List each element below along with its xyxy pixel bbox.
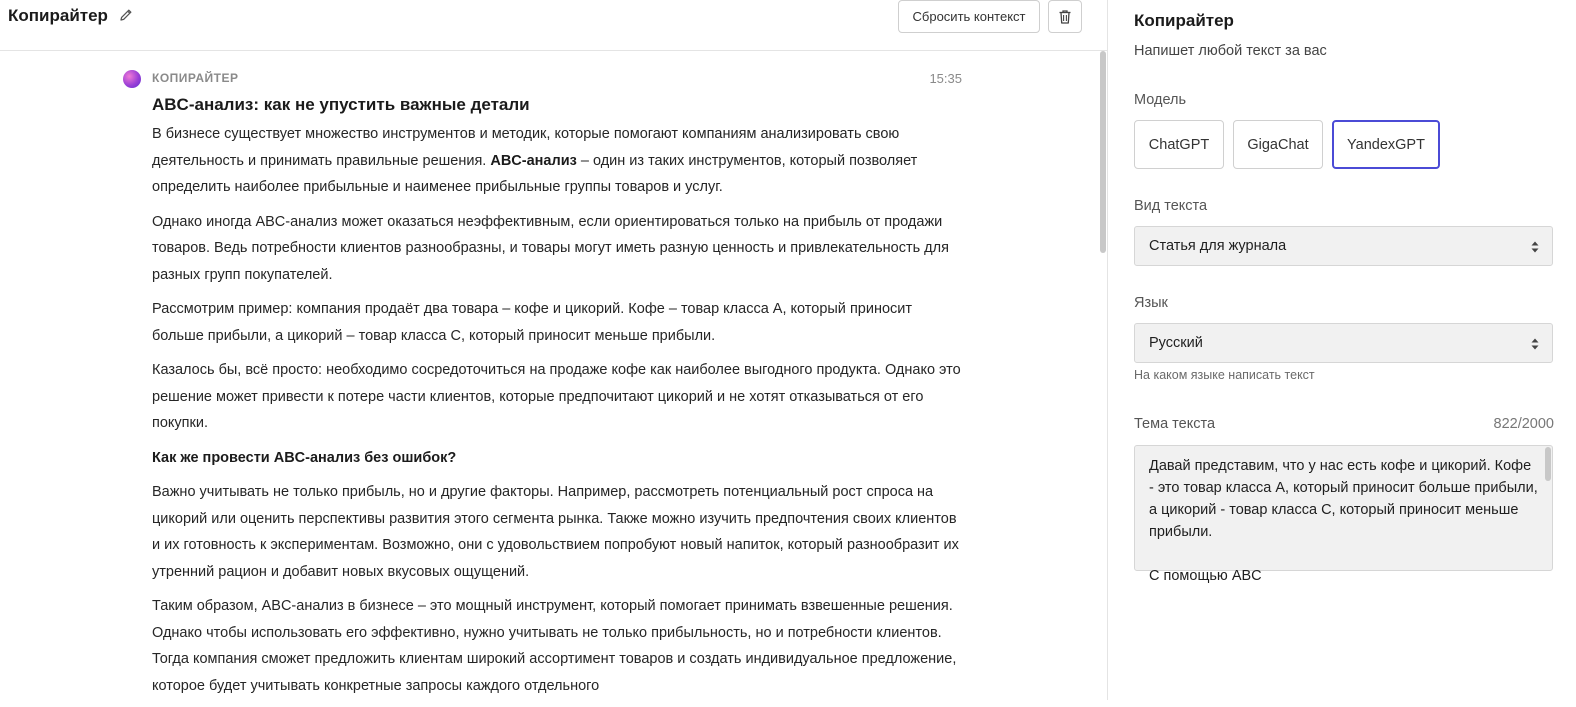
textarea-scrollbar[interactable]: [1545, 447, 1551, 481]
topic-label: Тема текста: [1134, 416, 1216, 432]
model-label: Модель: [1134, 92, 1187, 108]
paragraph-text: В бизнесе существует множество инструментов и методик, которые помогают компаниям анализировать свою деятельность и принимать правильные решения.: [152, 126, 900, 169]
message-paragraph: Важно учитывать не только прибыль, но и другие факторы. Например, рассмотреть потенциальный рост спроса на цикорий или оценить перспективы развития этого сегмента рынка. Также можно изучить предпочтения своих клиентов и их готовность к экспериментам. Возможно, они с удовольствием попробуют новый напиток, который разнообразит их утренний рацион и добавит новых вкусовых ощущений.: [152, 484, 959, 580]
language-label: Язык: [1134, 295, 1168, 311]
message-time: 15:35: [929, 71, 962, 86]
message-paragraph: Однако иногда ABC-анализ может оказаться неэффективным, если ориентироваться только на прибыль от продажи товаров. Ведь потребности клиентов разнообразны, и товары могут иметь разную ценность и привлекательность для разных групп покупателей.: [152, 213, 949, 283]
message-paragraph: Рассмотрим пример: компания продаёт два товара – кофе и цикорий. Кофе – товар класса A, который приносит больше прибыли, а цикорий – товар класса C, который приносит меньше прибыли.: [152, 301, 913, 344]
message-title: ABC-анализ: как не упустить важные детали: [152, 95, 530, 114]
bot-description: Напишет любой текст за вас: [1134, 43, 1327, 59]
bot-name: Копирайтер: [1134, 11, 1234, 30]
language-select[interactable]: [1134, 323, 1553, 363]
pencil-icon[interactable]: [118, 7, 134, 23]
chat-scrollbar-thumb[interactable]: [1100, 51, 1106, 253]
chat-title: Копирайтер: [8, 6, 108, 25]
reset-context-button[interactable]: Сбросить контекст: [898, 0, 1040, 33]
message-subheading: Как же провести ABC-анализ без ошибок?: [152, 449, 457, 466]
message-sender: КОПИРАЙТЕР: [152, 71, 239, 85]
message-paragraph: [152, 121, 967, 201]
message-paragraph: Казалось бы, всё просто: необходимо сосредоточиться на продаже кофе как наиболее выгодного продукта. Однако это решение может привести к потере части клиентов, которые предпочитают цикорий и не хотят отказываться от его покупки.: [152, 362, 961, 431]
model-option-gigachat[interactable]: GigaChat: [1233, 120, 1323, 169]
text-type-value: Статья для журнала: [1149, 238, 1287, 254]
language-value: Русский: [1149, 335, 1203, 351]
paragraph-text: – один из таких инструментов, который позволяет определить наиболее прибыльные и наименее прибыльные группы товаров и услуг.: [152, 152, 918, 195]
topic-textarea[interactable]: [1134, 445, 1553, 584]
topic-char-counter: 822/2000: [1493, 416, 1554, 432]
paragraph-bold-text: ABC-анализ: [490, 152, 577, 169]
text-type-label: Вид текста: [1134, 198, 1208, 214]
model-option-yandexgpt[interactable]: YandexGPT: [1332, 120, 1440, 169]
delete-button[interactable]: [1048, 0, 1082, 33]
sort-arrows-icon: [1530, 239, 1540, 255]
topic-text[interactable]: Давай представим, что у нас есть кофе и цикорий. Кофе - это товар класса А, который приносит больше прибыли, а цикорий - товар класса С, который приносит меньше прибыли. С помощью ABC: [1149, 458, 1538, 584]
trash-icon: [1058, 9, 1072, 25]
text-type-select[interactable]: [1134, 226, 1553, 266]
message-content: [152, 95, 967, 707]
settings-panel: [1134, 0, 1554, 700]
chat-scrollbar[interactable]: [1098, 51, 1107, 700]
message-paragraph: Таким образом, ABC-анализ в бизнесе – это мощный инструмент, который помогает принимать взвешенные решения. Однако чтобы использовать его эффективно, нужно учитывать не только прибыльность, но и потребности клиентов. Тогда компания сможет предложить клиентам широкий ассортимент товаров и создать индивидуальное предложение, которое будет учитывать конкретные запросы каждого отдельного: [152, 598, 957, 694]
model-option-chatgpt[interactable]: ChatGPT: [1134, 120, 1224, 169]
avatar: [123, 70, 141, 88]
language-hint: На каком языке написать текст: [1134, 368, 1315, 382]
sort-arrows-icon: [1530, 336, 1540, 352]
chat-header: [0, 0, 1108, 51]
